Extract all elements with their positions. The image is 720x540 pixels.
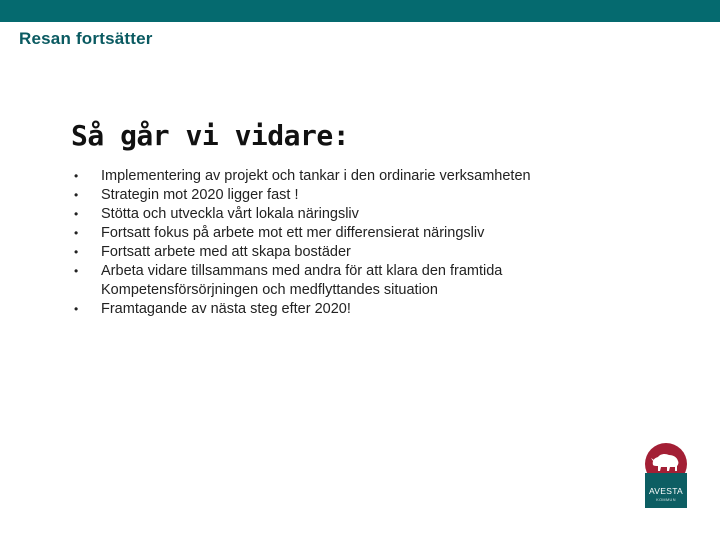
list-item — [72, 262, 632, 300]
bison-icon — [650, 451, 682, 473]
bullet-text: Stötta och utveckla vårt lokala näringsliv — [101, 206, 359, 222]
bullet-dot: • — [74, 302, 79, 316]
list-item — [72, 186, 632, 205]
logo-name: AVESTA — [648, 486, 684, 496]
bullet-text: Fortsatt arbete med att skapa bostäder — [101, 244, 351, 260]
avesta-logo — [645, 443, 687, 508]
list-item — [72, 205, 632, 224]
bullet-text: Framtagande av nästa steg efter 2020! — [101, 301, 351, 317]
bullet-text: Arbeta vidare tillsammans med andra för att klara den framtida Kompetensförsörjningen och medflyttandes situation — [101, 263, 503, 298]
bullet-dot: • — [74, 188, 79, 202]
header-title: Resan fortsätter — [19, 29, 153, 48]
list-item — [72, 300, 632, 319]
bullet-list — [72, 167, 632, 319]
list-item — [72, 224, 632, 243]
bullet-dot: • — [74, 264, 79, 278]
bullet-dot: • — [74, 207, 79, 221]
bullet-dot: • — [74, 245, 79, 259]
bullet-text: Fortsatt fokus på arbete mot ett mer differensierat näringsliv — [101, 225, 485, 241]
bullet-text: Strategin mot 2020 ligger fast ! — [101, 187, 299, 203]
list-item — [72, 167, 632, 186]
top-bar — [0, 0, 720, 22]
bullet-text: Implementering av projekt och tankar i den ordinarie verksamheten — [101, 168, 531, 184]
main-heading: Så går vi vidare: — [71, 119, 350, 152]
bullet-dot: • — [74, 226, 79, 240]
logo-subtitle: KOMMUN — [656, 498, 676, 502]
bullet-dot: • — [74, 169, 79, 183]
list-item — [72, 243, 632, 262]
